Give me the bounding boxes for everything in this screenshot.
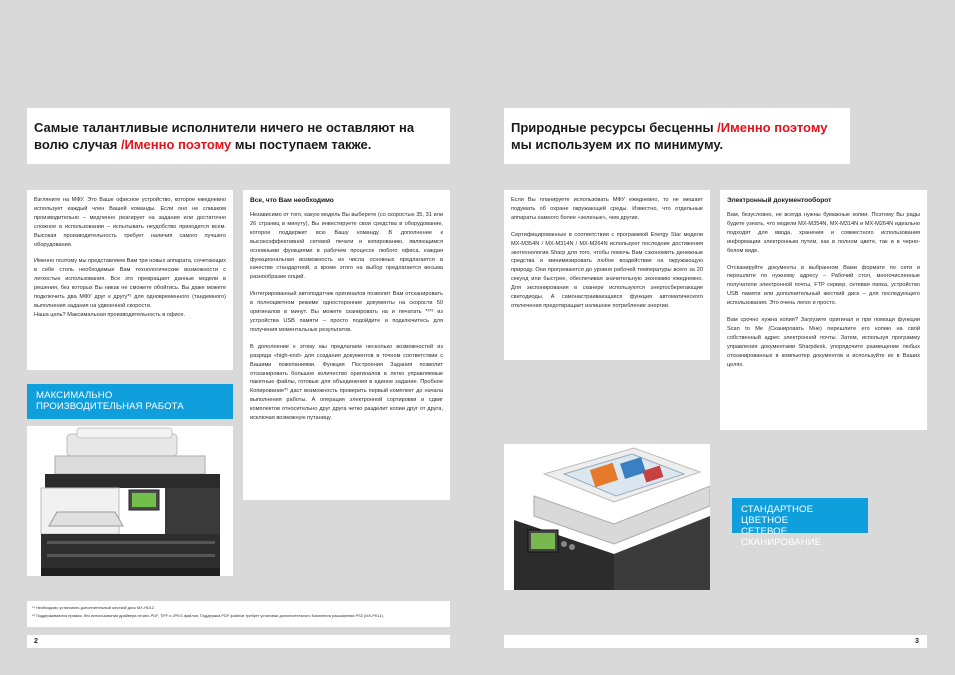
left-col2-heading: Все, что Вам необходимо [250,197,334,204]
left-col2-para-1: Независимо от того, какую модель Вы выберете (со скоростью 35, 31 или 26 страниц в минуту), Вы инвестируете свои средства в оборудование, которое поддержит всю Вашу команду. В дополнение к высокоэффективной сетевой печати и копированию, являющимся основными функциями в рабочем процессе любого офиса, каждая функциональная возможность из числа основных предлагается в качестве стандартной, а кроме этого на выбор предлагается весьма разнообразие опций. [250,212,443,281]
left-col2-para-3: В дополнение к этому мы предлагаем несколько возможностей из разряда «high-end» для создания документов в точном соответствии с Вашими пожеланиями. Функция Построения Задания позволит отсканировать большое количество оригиналов в легко управляемые пакетные файлы, готовые для объединения в единое задание. Пробное Копирование*¹ даст возможность проверить первый комплект до начала выполнения работы. А операция электронной сортировки и сдвиг комплектов относительно друг друга четко разделит копии друг от друга, исключая возможную путаницу. [250,343,443,422]
mfp-scanner-image [504,444,710,590]
right-col1-para-1: Если Вы планируете использовать МФУ ежедневно, то не мешает подумать об охране окружающей среды. Известно, что отдельные аппараты намного более «зеленые», чем другие. [511,197,703,221]
left-headline-accent: /Именно поэтому [120,137,232,152]
footnote-1: *¹ Необходимо установить дополнительный жесткий диск MX-HD12. [32,605,156,610]
right-footer-bar [504,635,927,648]
right-col2-para-2: Отсканируйте документы в выбранном Вами формате по сети и перешлите по нужному адресу – Рабочий стол, многочисленные получатели электронной почты, FTP сервер, сетевая папка, устройство USB памяти или дополнительный жесткий диск – для последующего использования. Это очень легко и просто. [727,264,920,307]
right-col2-box [720,190,927,430]
mfp-printer-image [27,426,233,576]
left-col1-para-2: Именно поэтому мы представляем Вам три новых аппарата, сочетающих в себе столь необходимые Вам технологические возможности с легкостью использования. Все это превращает данные модели в решения, без которых Вы никак не сможете обойтись. Вы даже можете подключить два МФУ друг к другу*¹ для одновременного (тандемного) выполнения задания на удвоенной скорости. [34,258,226,309]
left-printer-photo [27,426,233,576]
right-scanner-photo [504,444,710,590]
right-col2-para-1: Вам, безусловно, не всегда нужны бумажные копии. Поэтому Вы рады будете узнать, что модели MX-M354N, MX-M314N и MX-M264N идеально подходят для ввода, хранения и совместного использования информации электронным путем, как в полном цвете, так и в черно-белом виде. [727,212,920,254]
left-col1-para-3: Наша цель? Максимальная производительность в офисе. [34,311,186,318]
right-headline-accent: /Именно поэтому [717,120,828,135]
left-banner: МАКСИМАЛЬНО ПРОИЗВОДИТЕЛЬНАЯ РАБОТА [27,384,233,419]
left-col2-box [243,190,450,500]
right-banner: СТАНДАРТНОЕ ЦВЕТНОЕ СЕТЕВОЕ СКАНИРОВАНИЕ [732,498,868,533]
left-col1-para-1: Взгляните на МФУ. Это Ваше офисное устройство, которое ежедневно использует каждый член Вашей команды. Если оно не слишком производительно – медленно реагирует на задания или достаточно сложное в использовании – испытывать неудобство приходится всем. Высокая производительность требует наличия самого лучшего оборудования. [34,197,226,248]
right-col1-para-2: Сертифицированные в соответствии с программой Energy Star модели MX-M354N / MX-M314N / MX-M264N используют последние достижения экотехнологии Sharp для того, чтобы помочь Вам сэкономить денежные средства и минимизировать любое воздействие на окружающую природу. Они прогреваются до уровня рабочей температуры всего за 20 секунд или быстрее, обеспечивая значительную экономию ежедневно. Для экспонирования в сканере используются энергосберегающие светодиоды. А самонастраивающаяся функция автоматического отключения предотвращает излишнее потребление энергии. [511,231,703,309]
left-col2-para-2: Интегрированный автоподатчик оригиналов позволит Вам отсканировать в полноцветном режиме односторонние документы на скорости 50 оригиналов в минут. Вы можете сканировать на и печатать *¹*² из устройства USB памяти – просто подойдите и подключитесь для получения моментальных результатов. [250,291,443,333]
left-footer-bar [27,635,450,648]
page-number-left: 2 [34,638,38,645]
left-headline: Самые талантливые исполнители ничего не оставляют на волю случая /Именно поэтому мы поступаем также. [34,120,415,152]
right-col2-heading: Электронный документооборот [727,197,832,204]
right-col2-para-3: Вам срочно нужна копия? Загрузите оригинал и при помощи функции Scan to Me (Сканировать Мне) перешлите его копию на свой собственный адрес электронной почты. Затем, используя программу управления документами Sharpdesk, упорядочите размещение любых отсканированных в компьютер документов и используйте их в Ваших целях. [727,317,920,368]
right-col1-box [504,190,710,360]
footnote-2: *² Поддерживаются прямая, без использования драйвера печать PDF, TIFF и JPEG файлов. Поддержка PDF файлов требует установки дополнительного Комплекта расширения PS3 (MX-PK11). [32,613,384,618]
right-headline: Природные ресурсы бесценны /Именно поэтому мы используем их по минимуму. [511,120,828,152]
left-col1-box [27,190,233,370]
page-number-right: 3 [915,638,919,645]
left-footnotes-box [27,601,450,627]
